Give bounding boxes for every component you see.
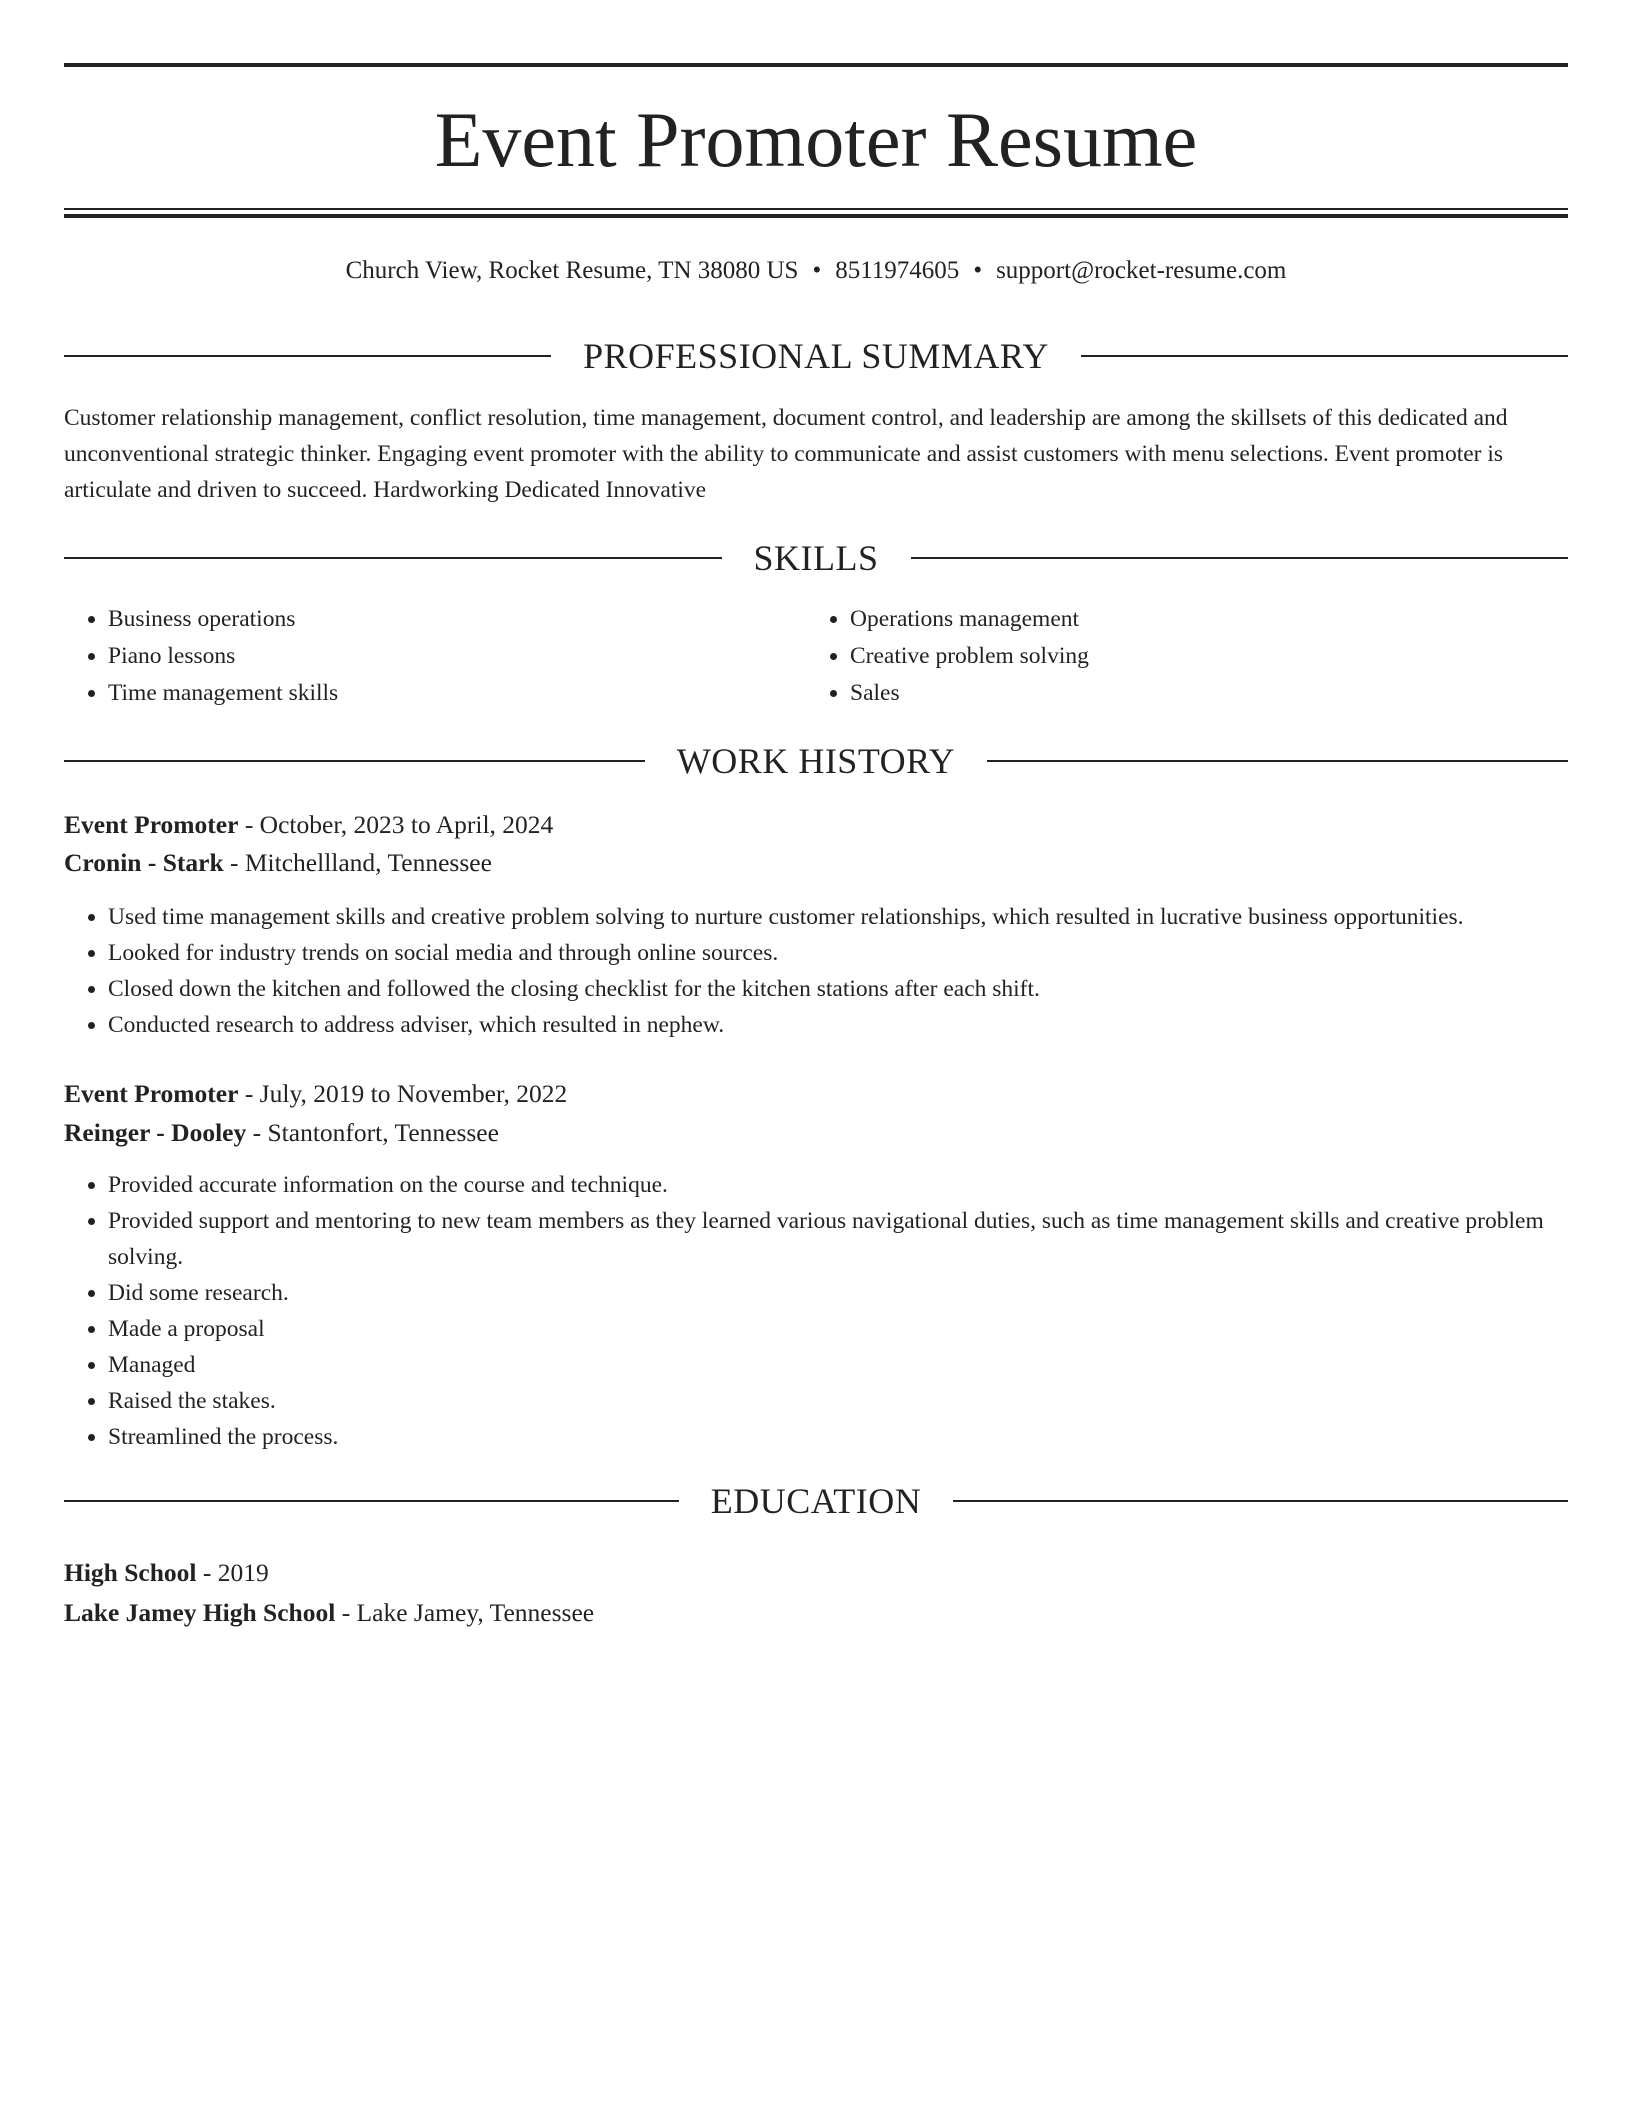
education-school: Lake Jamey High School (64, 1598, 336, 1627)
job-title-line (64, 1075, 1568, 1113)
job-bullet: • Looked for industry trends on social media and through online sources. (108, 935, 1568, 971)
job-dates: - July, 2019 to November, 2022 (238, 1079, 568, 1108)
skill-item: • Time management skills (108, 675, 806, 712)
work-section-heading (64, 739, 1568, 783)
contact-separator: • (812, 257, 822, 284)
job-bullet: • Did some research. (108, 1275, 1568, 1311)
contact-phone: 8511974605 (835, 257, 960, 284)
job-company-line (64, 1114, 1568, 1152)
heading-rule-left (64, 760, 645, 762)
education-section-heading (64, 1479, 1568, 1523)
job-company: Reinger - Dooley (64, 1118, 247, 1147)
job-bullet: • Provided accurate information on the course and technique. (108, 1167, 1568, 1203)
job-bullet: • Made a proposal (108, 1311, 1568, 1347)
summary-section-heading (64, 334, 1568, 378)
job-bullet: • Streamlined the process. (108, 1419, 1568, 1455)
skill-item: • Piano lessons (108, 638, 806, 675)
heading-rule-left (64, 1500, 679, 1502)
education-degree-line (64, 1554, 1568, 1592)
job-dates: - October, 2023 to April, 2024 (238, 810, 554, 839)
job-title: Event Promoter (64, 810, 239, 839)
job-bullets (64, 899, 1568, 1043)
contact-separator: • (973, 257, 983, 284)
job-bullet: • Conducted research to address adviser, which resulted in nephew. (108, 1007, 1568, 1043)
summary-heading: PROFESSIONAL SUMMARY (583, 336, 1049, 376)
skills-column-right (806, 601, 1548, 712)
heading-rule-right (1081, 355, 1568, 357)
job-company: Cronin - Stark (64, 848, 224, 877)
job-bullet: • Closed down the kitchen and followed the closing checklist for the kitchen stations after each shift. (108, 971, 1568, 1007)
heading-rule-right (953, 1500, 1568, 1502)
work-heading: WORK HISTORY (676, 741, 956, 781)
job-bullet: • Managed (108, 1347, 1568, 1383)
job-bullet: • Raised the stakes. (108, 1383, 1568, 1419)
resume-title: Event Promoter Resume (434, 96, 1198, 183)
education-location: - Lake Jamey, Tennessee (335, 1598, 595, 1627)
contact-email: support@rocket-resume.com (996, 257, 1287, 284)
education-degree: High School (64, 1558, 197, 1587)
job-bullet: • Used time management skills and creative problem solving to nurture customer relationships, which resulted in lucrative business opportunities. (108, 899, 1568, 935)
job-location: - Mitchellland, Tennessee (223, 848, 492, 877)
contact-line (64, 253, 1568, 289)
job-bullet: • Provided support and mentoring to new team members as they learned various navigational duties, such as time management skills and creative problem solving. (108, 1203, 1568, 1275)
skills-column-left (64, 601, 806, 712)
heading-rule-right (987, 760, 1568, 762)
skills-heading: SKILLS (753, 538, 879, 578)
education-year: - 2019 (196, 1558, 269, 1587)
heading-rule-left (64, 557, 722, 559)
title-double-rule (64, 208, 1568, 218)
job-title: Event Promoter (64, 1079, 239, 1108)
job-location: - Stantonfort, Tennessee (246, 1118, 499, 1147)
education-school-line (64, 1594, 1568, 1632)
heading-rule-right (911, 557, 1569, 559)
skills-section-heading (64, 536, 1568, 580)
job-title-line (64, 806, 1568, 844)
skill-item: • Business operations (108, 601, 806, 638)
top-rule (64, 63, 1568, 67)
skills-list (64, 601, 1568, 712)
job-company-line (64, 844, 1568, 882)
job-bullets (64, 1167, 1568, 1455)
summary-text: Customer relationship management, conflict resolution, time management, document control, and leadership are among the skillsets of this dedicated and unconventional strategic thinker. Engaging event promoter with the ability to communicate and assist customers with menu selections. Event promoter is articulate and driven to succeed. Hardworking Dedicated Innovative (64, 405, 1508, 503)
education-heading: EDUCATION (710, 1481, 922, 1521)
skill-item: • Creative problem solving (850, 638, 1548, 675)
heading-rule-left (64, 355, 551, 357)
skill-item: • Operations management (850, 601, 1548, 638)
contact-address: Church View, Rocket Resume, TN 38080 US (345, 257, 799, 284)
skill-item: • Sales (850, 675, 1548, 712)
